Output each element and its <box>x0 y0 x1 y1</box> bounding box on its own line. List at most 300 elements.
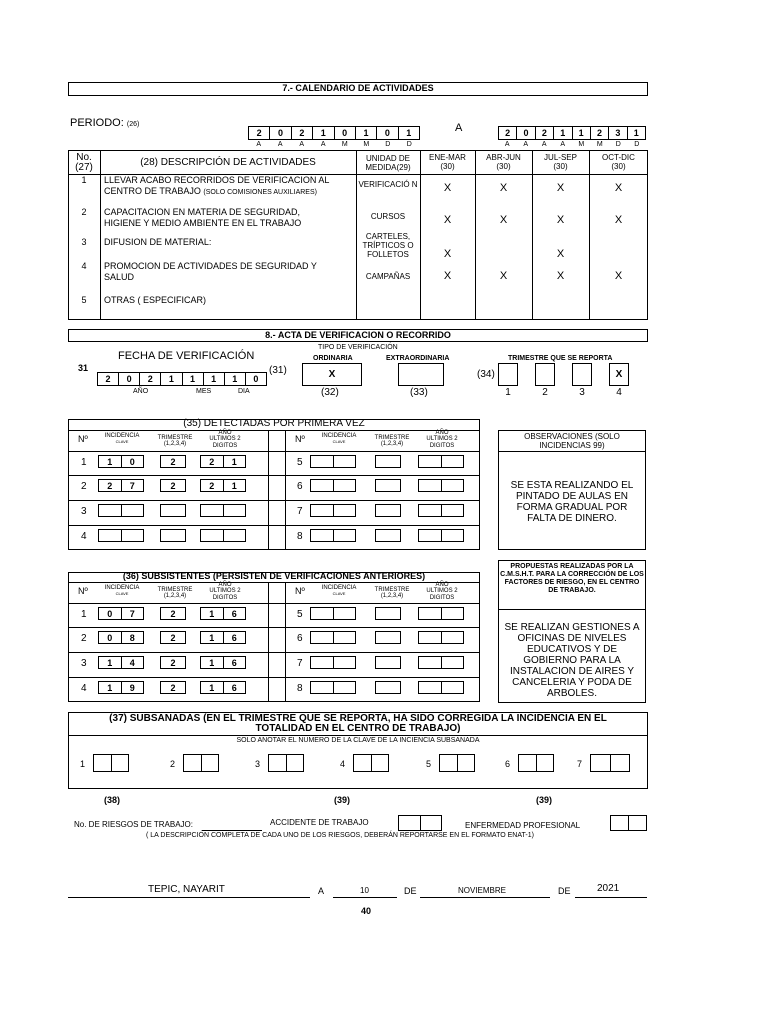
activity-unit: CARTELES, TRÍPTICOS O FOLLETOS <box>362 232 414 259</box>
footer-de-2: DE <box>558 886 571 896</box>
incidencia-input[interactable] <box>98 504 144 517</box>
trimestre-input[interactable] <box>160 529 186 542</box>
subsanada-input[interactable] <box>268 754 304 772</box>
activity-desc: PROMOCION DE ACTIVIDADES DE SEGURIDAD Y <box>104 261 317 271</box>
date-sub-label: A <box>320 141 326 148</box>
date-digit: 0 <box>253 374 259 384</box>
ordinaria-checkbox[interactable]: X <box>302 363 362 386</box>
propuestas-title: PROPUESTAS REALIZADAS POR LA C.M.S.H.T. PARA LA CORRECCIÓN DE LOS FACTORES DE RIESGO, EN EL CENTRO DE TRABAJO. <box>500 563 644 594</box>
fecha-verificacion-label: FECHA DE VERIFICACIÓN <box>118 350 255 362</box>
activity-desc: CAPACITACION EN MATERIA DE SEGURIDAD, <box>104 207 301 217</box>
col-incidencia-header <box>102 433 142 446</box>
section-37-title-1: (37) SUBSANADAS (EN EL TRIMESTRE QUE SE REPORTA, HA SIDO CORREGIDA LA INCIDENCIA EN EL <box>109 713 607 724</box>
date-digit: 0 <box>377 127 398 139</box>
trimestre-3-checkbox[interactable] <box>572 363 592 386</box>
h: ULTIMOS 2 <box>209 436 241 443</box>
quarter-ref: (30) <box>611 162 626 171</box>
h: INCIDENCIA <box>104 585 140 591</box>
h: AÑO <box>435 582 449 588</box>
incidencia-input[interactable] <box>310 607 356 620</box>
date-digit: 1 <box>554 127 572 139</box>
col-ano-header <box>200 582 250 601</box>
ano-input[interactable] <box>200 631 246 644</box>
trimestre-ref: (34) <box>477 369 495 380</box>
footer-dia: 10 <box>360 886 369 895</box>
ordinaria-ref: (32) <box>321 387 339 398</box>
trimestre-number: 2 <box>542 387 548 398</box>
col-ano-header <box>200 430 250 449</box>
activity-no: 4 <box>81 261 87 271</box>
activity-unit: CAMPAÑAS <box>365 272 411 281</box>
subsanada-number: 2 <box>170 759 176 769</box>
date-digit: 1 <box>161 373 182 385</box>
row-number: 5 <box>297 457 303 468</box>
trimestre-input[interactable] <box>375 529 401 542</box>
ano-input[interactable] <box>418 631 464 644</box>
ano-input[interactable] <box>200 455 246 468</box>
digit: 9 <box>129 683 135 693</box>
trimestre-input[interactable] <box>375 455 401 468</box>
date-digit: 2 <box>249 127 270 139</box>
quarter-ref: (30) <box>496 162 511 171</box>
row-number: 3 <box>81 506 87 517</box>
trimestre-2-checkbox[interactable] <box>535 363 555 386</box>
incidencia-input[interactable] <box>98 479 144 492</box>
activity-desc-2-text: CENTRO DE TRABAJO <box>104 186 201 196</box>
trimestre-input[interactable] <box>375 681 401 694</box>
ano-input[interactable] <box>200 656 246 669</box>
activity-mark[interactable]: X <box>556 270 565 282</box>
periodo-a-label: A <box>455 122 463 134</box>
subsanada-number: 6 <box>505 759 511 769</box>
fecha-verificacion-date[interactable] <box>97 372 267 386</box>
activity-desc-2 <box>104 187 317 196</box>
h: DIGITOS <box>212 442 238 449</box>
h: ULTIMOS 2 <box>426 436 458 443</box>
col-no-header: Nº <box>295 434 305 444</box>
observaciones-title: OBSERVACIONES (SOLO INCIDENCIAS 99) <box>524 432 620 450</box>
col-no-header: Nº <box>78 586 88 596</box>
no-riesgos-label: No. DE RIESGOS DE TRABAJO: <box>74 820 193 829</box>
extraordinaria-ref: (33) <box>410 387 428 398</box>
trimestre-4-checkbox[interactable]: X <box>609 363 629 386</box>
h: ULTIMOS 2 <box>426 588 458 595</box>
activity-mark[interactable]: X <box>443 248 452 260</box>
h: (1,2,3,4) <box>163 593 187 600</box>
col-incidencia-header <box>102 585 142 598</box>
date-digit: 0 <box>119 373 140 385</box>
row-number: 6 <box>297 481 303 492</box>
section-8-title: 8.- ACTA DE VERIFICACION O RECORRIDO <box>68 329 648 342</box>
digit: 0 <box>99 608 122 619</box>
h: CLAVE <box>115 439 129 445</box>
ano-input[interactable] <box>200 504 246 517</box>
activity-no: 2 <box>81 207 87 217</box>
h: ULTIMOS 2 <box>209 588 241 595</box>
ano-input[interactable] <box>200 529 246 542</box>
digit: 2 <box>170 609 176 619</box>
h: AÑO <box>435 430 449 436</box>
col-desc-header: (28) DESCRIPCIÓN DE ACTIVIDADES <box>140 157 316 168</box>
section-35-title: (35) DETECTADAS POR PRIMERA VEZ <box>183 418 365 429</box>
ref-39-a: (39) <box>334 795 351 805</box>
digit <box>201 530 224 541</box>
date-sub-label: A <box>504 141 510 148</box>
footer-mes: NOVIEMBRE <box>458 886 507 895</box>
ano-input[interactable] <box>200 479 246 492</box>
digit: 7 <box>129 609 135 619</box>
incidencia-input[interactable] <box>98 455 144 468</box>
accidente-label: ACCIDENTE DE TRABAJO <box>270 818 369 827</box>
digit <box>224 530 246 541</box>
end-date-sub-labels <box>498 141 646 150</box>
trimestre-number: 3 <box>579 387 585 398</box>
extraordinaria-label: EXTRAORDINARIA <box>386 355 450 362</box>
trimestre-input[interactable] <box>160 455 186 468</box>
date-digit: 1 <box>204 373 225 385</box>
row-number: 1 <box>81 609 87 620</box>
h: (1,2,3,4) <box>380 441 404 448</box>
activity-no: 5 <box>81 295 87 305</box>
date-digit: 0 <box>335 127 356 139</box>
incidencia-input[interactable] <box>310 455 356 468</box>
date-sub-label: A <box>541 141 547 148</box>
col-trimestre-header <box>367 587 417 600</box>
date-sub-label: M <box>341 141 348 148</box>
activity-no: 1 <box>81 175 87 185</box>
activity-desc-2 <box>104 273 134 282</box>
date-sub-label: D <box>385 141 391 148</box>
date-sub-label: M <box>578 141 585 148</box>
activity-no: 3 <box>81 237 87 247</box>
h: DIGITOS <box>429 442 455 449</box>
digit: 1 <box>231 457 237 467</box>
digit <box>99 505 122 516</box>
trimestre-input[interactable] <box>160 656 186 669</box>
digit: 2 <box>170 633 176 643</box>
periodo-label: PERIODO: (26) <box>70 117 140 129</box>
digit: 1 <box>201 657 224 668</box>
date-digit: 2 <box>536 127 554 139</box>
quarter-ref: (30) <box>440 162 455 171</box>
date-digit: 2 <box>499 127 517 139</box>
h: AÑO <box>218 430 232 436</box>
h: AÑO <box>218 582 232 588</box>
h: INCIDENCIA <box>321 585 357 591</box>
incidencia-input[interactable] <box>98 681 144 694</box>
h: (1,2,3,4) <box>163 441 187 448</box>
ano-input[interactable] <box>200 681 246 694</box>
fecha-mes-label: MES <box>196 388 212 395</box>
quarter-header-abr-jun: ABR-JUN <box>486 153 521 162</box>
activity-mark[interactable]: X <box>499 182 508 194</box>
ano-input[interactable] <box>200 607 246 620</box>
observaciones-text: SE ESTA REALIZANDO EL PINTADO DE AULAS EN FORMA GRADUAL POR FALTA DE DINERO. <box>510 480 634 524</box>
row-number: 6 <box>297 633 303 644</box>
digit: 1 <box>231 481 237 491</box>
date-digit: 0 <box>270 127 291 139</box>
ordinaria-label: ORDINARIA <box>313 355 353 362</box>
date-digit: 2 <box>292 127 313 139</box>
date-digit: 1 <box>573 127 591 139</box>
ref-38: (38) <box>104 795 121 805</box>
col-trimestre-header <box>367 435 417 448</box>
fecha-dia-label: DIA <box>238 388 250 395</box>
activity-mark[interactable]: X <box>443 270 452 282</box>
section-7-title: 7.- CALENDARIO DE ACTIVIDADES <box>68 82 648 96</box>
col-ano-header <box>417 430 467 449</box>
subsanada-input[interactable] <box>590 754 630 772</box>
digit: 6 <box>231 683 237 693</box>
footer-de-1: DE <box>404 886 417 896</box>
date-sub-label: M <box>363 141 370 148</box>
row-number: 8 <box>297 531 303 542</box>
h: DIGITOS <box>212 594 238 601</box>
quarter-header-oct-dic: OCT-DIC <box>602 153 635 162</box>
activity-desc: LLEVAR ACABO RECORRIDOS DE VERIFICACION AL <box>104 175 330 185</box>
incidencia-input[interactable] <box>310 631 356 644</box>
periodo-end-date[interactable] <box>498 126 646 140</box>
activity-mark[interactable]: X <box>614 214 623 226</box>
row-number: 2 <box>81 633 87 644</box>
subsanada-input[interactable] <box>183 754 219 772</box>
h: CLAVE <box>332 591 346 597</box>
digit: 2 <box>170 457 176 467</box>
digit: 1 <box>99 657 122 668</box>
subsanada-input[interactable] <box>93 754 129 772</box>
date-sub-label: A <box>277 141 283 148</box>
trimestre-1-checkbox[interactable] <box>498 363 518 386</box>
ano-input[interactable] <box>418 607 464 620</box>
col-no-header: Nº <box>78 434 88 444</box>
date-sub-label: D <box>634 141 640 148</box>
activity-desc: DIFUSION DE MATERIAL: <box>104 237 212 247</box>
incidencia-input[interactable] <box>310 479 356 492</box>
col-no-header: No. (27) <box>75 152 93 173</box>
ano-input[interactable] <box>418 479 464 492</box>
date-sub-label: D <box>615 141 621 148</box>
col-no-header: Nº <box>295 586 305 596</box>
num-31: 31 <box>78 363 89 373</box>
date-digit: 1 <box>406 128 412 138</box>
activity-desc-2-text: SALUD <box>104 272 135 282</box>
subsanada-number: 1 <box>80 759 86 769</box>
digit <box>201 505 224 516</box>
extraordinaria-checkbox[interactable] <box>398 363 444 386</box>
incidencia-input[interactable] <box>98 529 144 542</box>
ref-39-b: (39) <box>536 795 553 805</box>
row-number: 4 <box>81 531 87 542</box>
activity-desc-2-text: HIGIENE Y MEDIO AMBIENTE EN EL TRABAJO <box>104 218 302 228</box>
trimestre-input[interactable] <box>375 607 401 620</box>
activity-mark[interactable]: X <box>499 214 508 226</box>
row-number: 7 <box>297 658 303 669</box>
h: TRIMESTRE <box>157 587 193 593</box>
page-number: 40 <box>361 906 372 916</box>
digit: 7 <box>129 481 135 491</box>
row-number: 1 <box>81 457 87 468</box>
quarter-header-ene-mar: ENE-MAR <box>429 153 466 162</box>
date-sub-label: M <box>596 141 603 148</box>
trimestre-input[interactable] <box>160 479 186 492</box>
trimestre-input[interactable] <box>375 656 401 669</box>
digit: 2 <box>170 683 176 693</box>
digit: 4 <box>129 658 135 668</box>
digit: 2 <box>170 658 176 668</box>
incidencia-input[interactable] <box>310 504 356 517</box>
digit <box>224 505 246 516</box>
activity-mark[interactable]: X <box>556 182 565 194</box>
date-digit: 1 <box>356 127 377 139</box>
digit: 1 <box>201 632 224 643</box>
ano-input[interactable] <box>418 656 464 669</box>
date-digit: 2 <box>140 373 161 385</box>
activity-desc: OTRAS ( ESPECIFICAR) <box>104 295 207 305</box>
subsanada-input[interactable] <box>439 754 475 772</box>
date-digit: 1 <box>183 373 204 385</box>
h: DIGITOS <box>429 594 455 601</box>
digit: 2 <box>170 481 176 491</box>
activity-mark[interactable]: X <box>614 182 623 194</box>
ano-input[interactable] <box>418 681 464 694</box>
activity-mark[interactable]: X <box>556 214 565 226</box>
date-digit: 1 <box>633 128 639 138</box>
col-incidencia-header <box>319 585 359 598</box>
subsanada-input[interactable] <box>353 754 389 772</box>
activity-mark[interactable]: X <box>556 248 565 260</box>
trimestre-input[interactable] <box>160 681 186 694</box>
h: CLAVE <box>115 591 129 597</box>
activity-unit: VERIFICACIÓ N <box>358 180 418 189</box>
subsanada-number: 3 <box>255 759 261 769</box>
h: INCIDENCIA <box>104 433 140 439</box>
date-digit: 2 <box>591 127 609 139</box>
activity-unit: CURSOS <box>370 212 406 221</box>
quarter-ref: (30) <box>553 162 568 171</box>
periodo-start-date[interactable] <box>248 126 420 140</box>
digit: 1 <box>201 682 224 693</box>
subsanada-number: 4 <box>340 759 346 769</box>
incidencia-input[interactable] <box>310 529 356 542</box>
trimestre-input[interactable] <box>160 607 186 620</box>
row-number: 7 <box>297 506 303 517</box>
date-sub-label: A <box>560 141 566 148</box>
trimestre-input[interactable] <box>375 631 401 644</box>
col-trimestre-header <box>150 435 200 448</box>
section-37-title-2: TOTALIDAD EN EL CENTRO DE TRABAJO) <box>255 723 461 734</box>
activity-desc-2 <box>104 219 301 228</box>
riesgos-nota: ( LA DESCRIPCIÓN COMPLETA DE CADA UNO DE LOS RIESGOS, DEBERÁN REPORTARSE EN EL FORMATO ENAT-1) <box>146 832 534 839</box>
date-digit: 0 <box>517 127 535 139</box>
subsanada-input[interactable] <box>518 754 554 772</box>
section-37-sub: SOLO ANOTAR EL NUMERO DE LA CLAVE DE LA INCIENCIA SUBSANADA <box>236 737 480 744</box>
activity-desc-2-note: (SOLO COMISIONES AUXILIARES) <box>203 189 317 196</box>
incidencia-input[interactable] <box>98 607 144 620</box>
fecha-ano-label: AÑO <box>133 388 149 395</box>
digit <box>122 530 144 541</box>
h: TRIMESTRE <box>374 587 410 593</box>
digit: 1 <box>99 682 122 693</box>
row-number: 8 <box>297 683 303 694</box>
incidencia-input[interactable] <box>310 681 356 694</box>
fecha-ref: (31) <box>269 365 287 376</box>
propuestas-text: SE REALIZAN GESTIONES A OFICINAS DE NIVELES EDUCATIVOS Y DE GOBIERNO PARA LA INSTALACION DE AIRES Y CANCELERIA Y PODA DE ARBOLES. <box>504 622 640 699</box>
h: (1,2,3,4) <box>380 593 404 600</box>
row-number: 3 <box>81 658 87 669</box>
trimestre-reporta-label: TRIMESTRE QUE SE REPORTA <box>508 355 613 362</box>
date-sub-label: A <box>256 141 262 148</box>
date-digit: 1 <box>225 373 246 385</box>
trimestre-input[interactable] <box>160 631 186 644</box>
digit: 6 <box>231 609 237 619</box>
digit: 8 <box>129 633 135 643</box>
digit: 2 <box>201 480 224 491</box>
incidencia-input[interactable] <box>98 656 144 669</box>
activity-mark[interactable]: X <box>614 270 623 282</box>
row-number: 5 <box>297 609 303 620</box>
section-36-title: (36) SUBSISTENTES (PERSISTEN DE VERIFICACIONES ANTERIORES) <box>122 571 426 581</box>
digit: 2 <box>99 480 122 491</box>
footer-anio: 2021 <box>597 883 620 894</box>
trimestre-number: 1 <box>505 387 511 398</box>
digit: 0 <box>129 457 135 467</box>
trimestre-input[interactable] <box>375 479 401 492</box>
subsanada-number: 7 <box>577 759 583 769</box>
trimestre-input[interactable] <box>375 504 401 517</box>
date-digit: 1 <box>313 127 334 139</box>
enfermedad-label: ENFERMEDAD PROFESIONAL <box>465 821 581 830</box>
activity-mark[interactable]: X <box>499 270 508 282</box>
trimestre-number: 4 <box>616 387 622 398</box>
activity-mark[interactable]: X <box>443 214 452 226</box>
digit <box>161 505 185 516</box>
col-incidencia-header <box>319 433 359 446</box>
digit <box>122 505 144 516</box>
ano-input[interactable] <box>418 455 464 468</box>
tipo-verificacion-label: TIPO DE VERIFICACIÓN <box>318 344 398 351</box>
h: INCIDENCIA <box>321 433 357 439</box>
col-trimestre-header <box>150 587 200 600</box>
incidencia-input[interactable] <box>310 656 356 669</box>
subsanada-number: 5 <box>426 759 432 769</box>
digit: 6 <box>231 633 237 643</box>
trimestre-input[interactable] <box>160 504 186 517</box>
quarter-header-jul-sep: JUL-SEP <box>544 153 577 162</box>
incidencia-input[interactable] <box>98 631 144 644</box>
date-sub-label: D <box>406 141 412 148</box>
row-number: 4 <box>81 683 87 694</box>
ano-input[interactable] <box>418 504 464 517</box>
h: CLAVE <box>332 439 346 445</box>
col-unidad-header: UNIDAD DE MEDIDA(29) <box>365 154 411 172</box>
col-ano-header <box>417 582 467 601</box>
date-digit: 2 <box>98 373 119 385</box>
digit: 1 <box>201 608 224 619</box>
row-number: 2 <box>81 481 87 492</box>
digit <box>99 530 122 541</box>
ano-input[interactable] <box>418 529 464 542</box>
digit <box>161 530 185 541</box>
start-date-sub-labels <box>248 141 420 150</box>
date-digit: 3 <box>609 127 627 139</box>
date-sub-label: A <box>523 141 529 148</box>
digit: 2 <box>201 456 224 467</box>
activity-mark[interactable]: X <box>443 182 452 194</box>
h: TRIMESTRE <box>157 435 193 441</box>
date-sub-label: A <box>299 141 305 148</box>
digit: 0 <box>99 632 122 643</box>
digit: 1 <box>99 456 122 467</box>
